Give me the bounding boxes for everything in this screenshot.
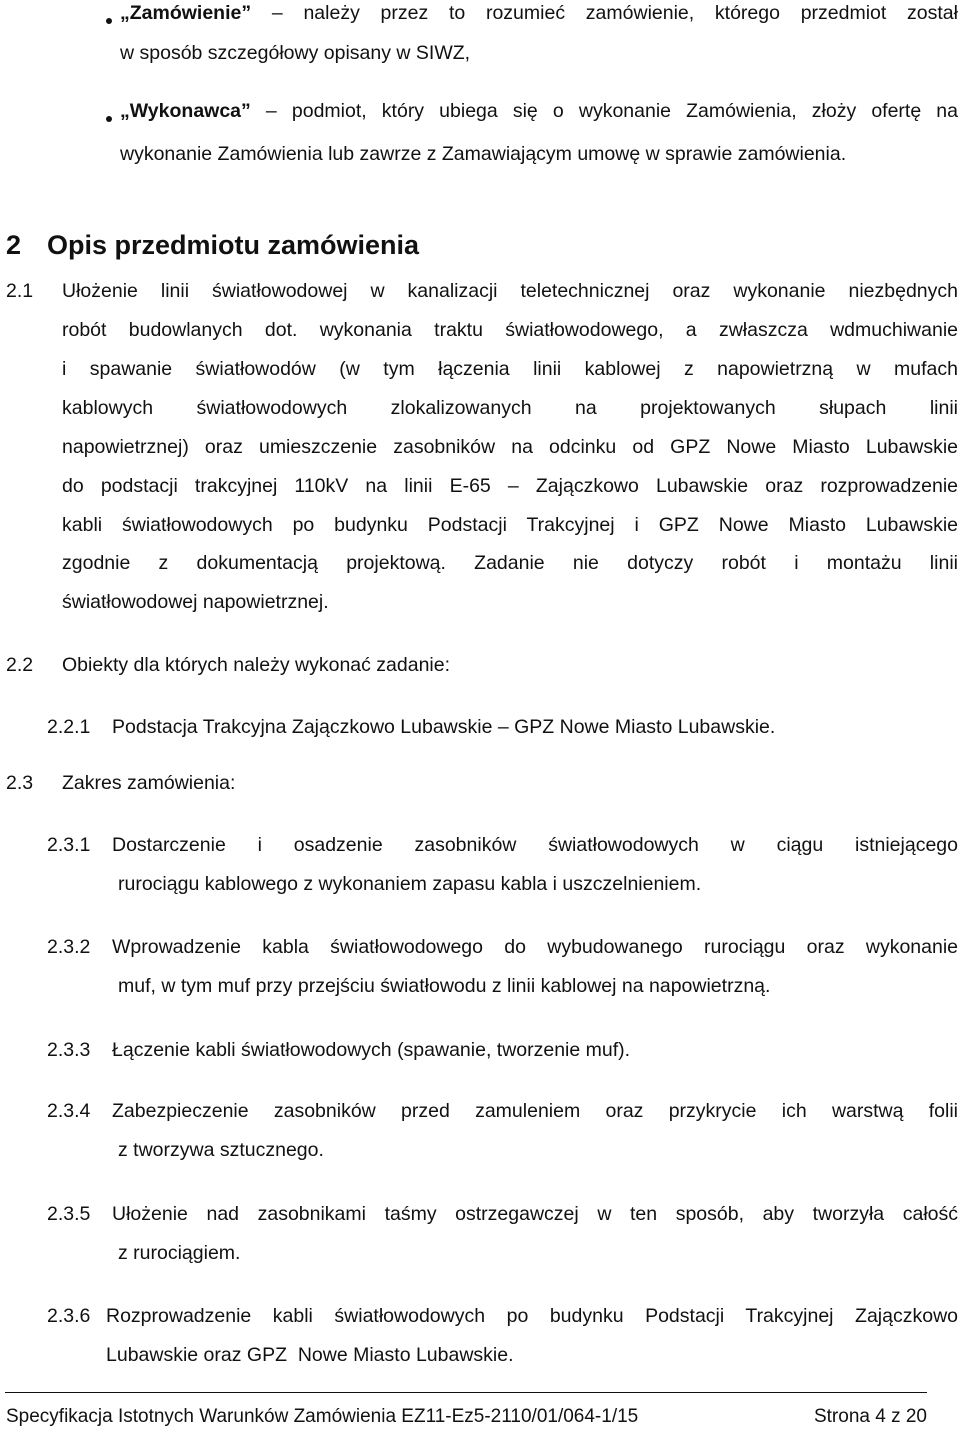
section-number: 2: [6, 230, 22, 260]
item-number-2-3-4: 2.3.4: [47, 1100, 91, 1122]
subsection-title-2-2: Obiekty dla których należy wykonać zadanie:: [62, 654, 451, 676]
definition-zamowienie-line-2: w sposób szczegółowy opisany w SIWZ,: [120, 42, 471, 64]
paragraph-line: zgodnie z dokumentacją projektową. Zadanie nie dotyczy robót i montażu linii: [62, 552, 958, 574]
footer-divider: [5, 1392, 927, 1393]
item-text-line: Ułożenie nad zasobnikami taśmy ostrzegawczej w ten sposób, aby tworzyła całość: [112, 1203, 958, 1225]
item-text-line: rurociągu kablowego z wykonaniem zapasu kabla i uszczelnieniem.: [118, 873, 702, 895]
item-text-line: z rurociągiem.: [118, 1242, 241, 1264]
definition-term: „Wykonawca”: [120, 100, 251, 122]
item-text-line: Lubawskie oraz GPZ Nowe Miasto Lubawskie.: [106, 1344, 514, 1366]
bullet-dot: [106, 116, 112, 122]
paragraph-line: Ułożenie linii światłowodowej w kanalizacji teletechnicznej oraz wykonanie niezbędnych: [62, 280, 958, 302]
item-text-line: Wprowadzenie kabla światłowodowego do wybudowanego rurociągu oraz wykonanie: [112, 936, 958, 958]
definition-zamowienie-line-1: [120, 0, 958, 26]
definition-wykonawca-line-2: wykonanie Zamówienia lub zawrze z Zamawiającym umowę w sprawie zamówienia.: [120, 143, 847, 165]
subsection-number-2-2: 2.2: [6, 654, 34, 676]
item-number-2-3-3: 2.3.3: [47, 1039, 91, 1061]
item-number-2-3-5: 2.3.5: [47, 1203, 91, 1225]
paragraph-line: robót budowlanych dot. wykonania traktu światłowodowego, a zwłaszcza wdmuchiwanie: [62, 319, 958, 341]
definition-dash: –: [271, 2, 283, 24]
item-number-2-3-1: 2.3.1: [47, 834, 91, 856]
paragraph-line: kabli światłowodowych po budynku Podstacji Trakcyjnej i GPZ Nowe Miasto Lubawskie: [62, 514, 958, 536]
item-number-2-3-2: 2.3.2: [47, 936, 91, 958]
bullet-dot: [106, 18, 112, 24]
paragraph-line: kablowych światłowodowych zlokalizowanych na projektowanych słupach linii: [62, 397, 958, 419]
paragraph-line-last: światłowodowej napowietrznej.: [62, 591, 329, 613]
definition-dash: –: [265, 100, 277, 122]
item-text-2-2-1: Podstacja Trakcyjna Zajączkowo Lubawskie – GPZ Nowe Miasto Lubawskie.: [112, 716, 776, 738]
item-text-line: Dostarczenie i osadzenie zasobników światłowodowych w ciągu istniejącego: [112, 834, 958, 856]
definition-wykonawca-line-1: [120, 98, 958, 124]
subsection-number-2-3: 2.3: [6, 772, 34, 794]
item-text-line: muf, w tym muf przy przejściu światłowodu z linii kablowej na napowietrzną.: [118, 975, 771, 997]
subsection-title-2-3: Zakres zamówienia:: [62, 772, 236, 794]
definition-text: należy przez to rozumieć zamówienie, którego przedmiot został: [303, 2, 958, 24]
item-text-line: Zabezpieczenie zasobników przed zamuleniem oraz przykrycie ich warstwą folii: [112, 1100, 958, 1122]
section-title: Opis przedmiotu zamówienia: [47, 230, 420, 260]
definition-text: podmiot, który ubiega się o wykonanie Zamówienia, złoży ofertę na: [291, 100, 958, 122]
paragraph-line: i spawanie światłowodów (w tym łączenia linii kablowej z napowietrzną w mufach: [62, 358, 958, 380]
paragraph-line: do podstacji trakcyjnej 110kV na linii E-65 – Zajączkowo Lubawskie oraz rozprowadzenie: [62, 475, 958, 497]
item-text-line: z tworzywa sztucznego.: [118, 1139, 324, 1161]
item-number-2-3-6: 2.3.6: [47, 1305, 91, 1327]
definition-term: „Zamówienie”: [120, 2, 252, 24]
footer-page-number: Strona 4 z 20: [813, 1406, 927, 1427]
paragraph-line: napowietrznej) oraz umieszczenie zasobników na odcinku od GPZ Nowe Miasto Lubawskie: [62, 436, 958, 458]
item-text-line: Łączenie kabli światłowodowych (spawanie, tworzenie muf).: [112, 1039, 631, 1061]
item-text-line: Rozprowadzenie kabli światłowodowych po budynku Podstacji Trakcyjnej Zajączkowo: [106, 1305, 958, 1327]
item-number-2-2-1: 2.2.1: [47, 716, 91, 738]
subsection-number-2-1: 2.1: [6, 280, 34, 302]
footer-document-title: Specyfikacja Istotnych Warunków Zamówienia EZ11-Ez5-2110/01/064-1/15: [6, 1406, 639, 1427]
